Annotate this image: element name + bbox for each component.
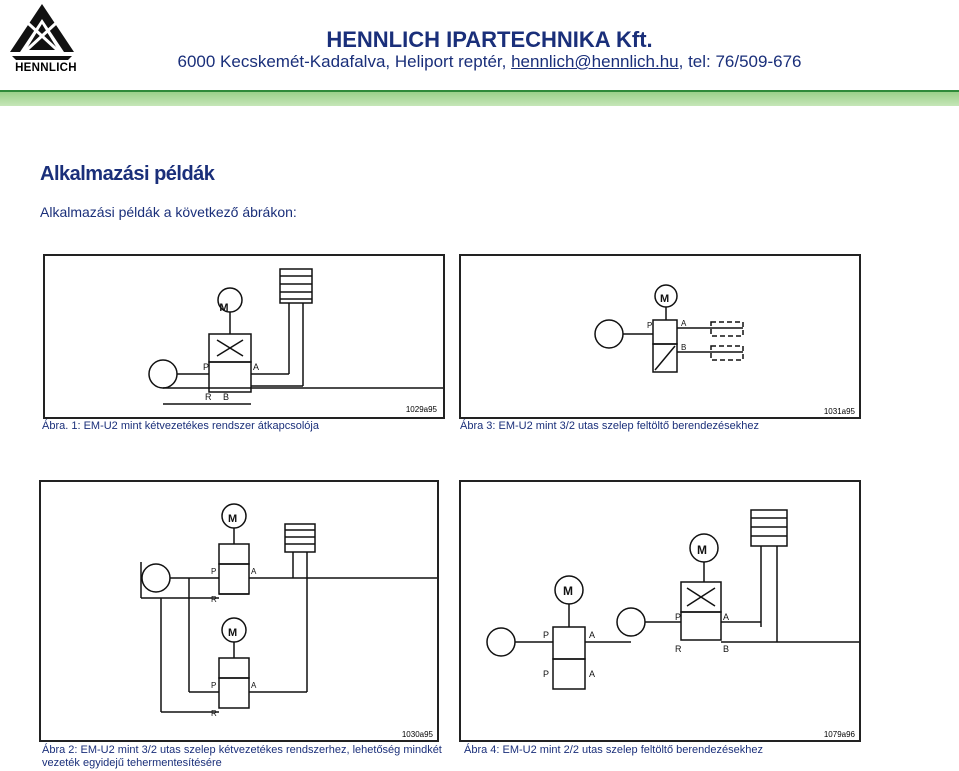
figure-1-port-b: B bbox=[223, 392, 230, 402]
figure-2-port-r-2: R bbox=[211, 709, 217, 718]
logo-wordmark: HENNLICH bbox=[15, 62, 77, 74]
figure-3-port-b: B bbox=[681, 343, 687, 352]
phone-text: , tel: 76/509-676 bbox=[678, 52, 802, 71]
section-title: Alkalmazási példák bbox=[40, 163, 215, 185]
figure-4-motor-label-2: M bbox=[563, 584, 573, 598]
figure-4-diagram bbox=[461, 482, 859, 740]
figure-2-port-a-2: A bbox=[251, 681, 257, 690]
figure-1 bbox=[42, 254, 445, 432]
figure-4-port-p-1: P bbox=[675, 612, 682, 622]
figure-4-code: 1079a96 bbox=[823, 730, 855, 739]
figure-1-port-r: R bbox=[205, 392, 212, 402]
figure-4-port-r: R bbox=[675, 644, 682, 654]
figure-3-code: 1031a95 bbox=[823, 407, 855, 416]
email-link[interactable]: hennlich@hennlich.hu bbox=[511, 52, 679, 71]
figure-3-port-p: P bbox=[647, 321, 653, 330]
figure-4-port-a-1: A bbox=[723, 612, 730, 622]
figure-2-port-p-1: P bbox=[211, 567, 217, 576]
figure-2-port-r-1: R bbox=[211, 595, 217, 604]
section-intro: Alkalmazási példák a következő ábrákon: bbox=[40, 204, 297, 220]
figure-4 bbox=[459, 480, 861, 756]
company-name: HENNLICH IPARTECHNIKA Kft. bbox=[326, 27, 653, 52]
figure-3-diagram bbox=[461, 256, 859, 417]
figure-3-port-a: A bbox=[681, 319, 687, 328]
figure-3-motor-label: M bbox=[660, 293, 670, 305]
figure-2-port-a-1: A bbox=[251, 567, 257, 576]
figure-4-port-b: B bbox=[723, 644, 730, 654]
figure-2-motor-label-1: M bbox=[228, 513, 238, 525]
address-text: 6000 Kecskemét-Kadafalva, Heliport reptér, bbox=[177, 52, 512, 71]
figure-2-caption bbox=[42, 744, 462, 770]
figure-4-motor-label-1: M bbox=[697, 543, 707, 557]
header-green-bar bbox=[0, 92, 959, 106]
figure-2-port-p-2: P bbox=[211, 681, 217, 690]
figure-1-code: 1029a95 bbox=[405, 405, 437, 414]
figure-2-diagram bbox=[41, 482, 437, 740]
figure-2-code: 1030a95 bbox=[401, 730, 433, 739]
figure-1-port-a: A bbox=[253, 362, 260, 372]
figure-4-port-p-3: P bbox=[543, 669, 550, 679]
company-address bbox=[10, 52, 959, 72]
figure-2 bbox=[39, 480, 442, 769]
figure-1-caption: Ábra. 1: EM-U2 mint kétvezetékes rendszer átkapcsolója bbox=[42, 420, 319, 432]
figure-1-motor-label: M bbox=[219, 302, 229, 314]
figure-3 bbox=[459, 254, 861, 432]
figure-2-motor-label-2: M bbox=[228, 627, 238, 639]
figure-2-caption-line-1: Ábra 2: EM-U2 mint 3/2 utas szelep kétvezetékes rendszerhez, lehetőség mindkét bbox=[42, 744, 442, 756]
figure-1-diagram bbox=[45, 256, 443, 417]
figure-1-port-p: P bbox=[203, 362, 210, 372]
figure-3-caption: Ábra 3: EM-U2 mint 3/2 utas szelep feltöltő berendezésekhez bbox=[460, 420, 759, 432]
figure-4-caption: Ábra 4: EM-U2 mint 2/2 utas szelep feltöltő berendezésekhez bbox=[464, 744, 763, 756]
figure-4-port-a-3: A bbox=[589, 669, 596, 679]
figure-2-caption-line-2: vezeték egyidejű tehermentesítésére bbox=[42, 757, 222, 769]
figure-4-port-a-2: A bbox=[589, 630, 596, 640]
figure-4-port-p-2: P bbox=[543, 630, 550, 640]
